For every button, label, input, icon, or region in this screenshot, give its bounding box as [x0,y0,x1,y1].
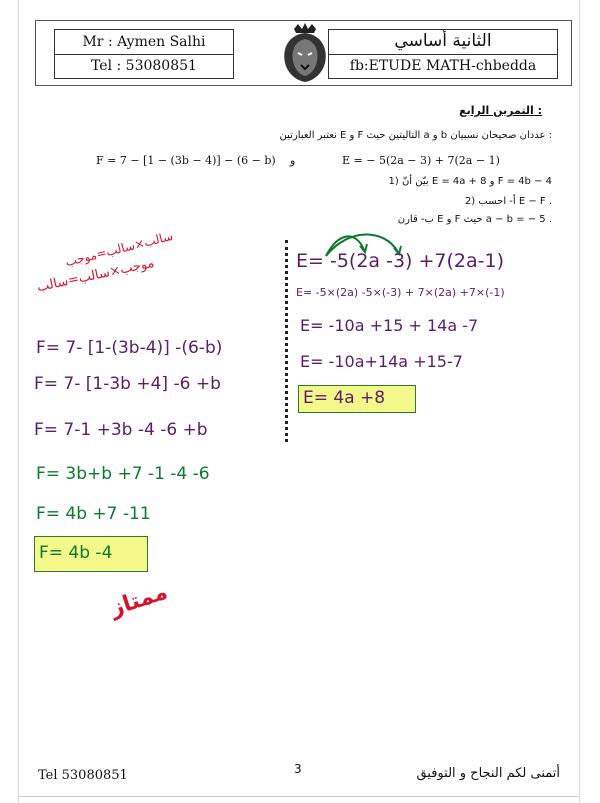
and-separator: و [290,154,296,167]
F-line-5: F= 4b +7 -11 [36,504,151,524]
F-result: F= 4b -4 [39,543,113,563]
column-divider [285,240,288,442]
E-line-1: E= -5(2a -3) +7(2a-1) [296,250,504,272]
exercise-title: التمرين الرابع : [459,104,542,117]
F-line-2: F= 7- [1-3b +4] -6 +b [34,374,221,394]
E-result-box [298,385,416,413]
F-line-3: F= 7-1 +3b -4 -6 +b [34,420,208,440]
expression-F: F = 7 − [1 − (3b − 4)] − (6 − b) [96,154,276,167]
teacher-phone: Tel : 53080851 [91,58,197,74]
facebook-page: fb:ETUDE MATH-chbedda [349,58,537,74]
teacher-box [54,29,234,79]
E-result: E= 4a +8 [303,388,386,408]
sign-rule-2: موجب×سالب=سالب [35,255,156,296]
expression-E: E = − 5(2a − 3) + 7(2a − 1) [342,154,500,167]
question-2b: ب- قارن E و F حيث a − b = − 5 . [397,214,552,225]
E-line-3: E= -10a +15 + 14a -7 [300,316,479,335]
question-2a: 2) أ- احسب E − F . [464,196,552,207]
exercise-intro: نعتبر العبارتين E و F التاليتين حيث a و b عددان صحيحان نسبيان : [279,130,552,141]
E-line-2: E= -5×(2a) -5×(-3) + 7×(2a) +7×(-1) [296,286,505,299]
header [35,20,572,86]
page-bottom-edge [18,796,578,797]
page-number: 3 [294,762,302,776]
E-line-4: E= -10a+14a +15-7 [300,352,463,371]
F-line-1: F= 7- [1-(3b-4)] -(6-b) [36,338,223,358]
school-title: الثانية أساسي [394,31,492,51]
footer-wish: أتمنى لكم النجاح و التوفيق [416,766,560,781]
teacher-signature: ممتاز [107,579,171,622]
F-line-4: F= 3b+b +7 -1 -4 -6 [36,464,210,484]
sign-rule-1: سالب×سالب=موجب [63,228,175,270]
F-result-box [34,536,148,572]
school-box [328,29,558,79]
question-1: 1) بيّن أنّ E = 4a + 8 و F = 4b − 4 [388,176,552,187]
teacher-name: Mr : Aymen Salhi [82,34,206,50]
footer-phone: Tel 53080851 [38,768,128,783]
lion-logo-icon [276,23,334,83]
